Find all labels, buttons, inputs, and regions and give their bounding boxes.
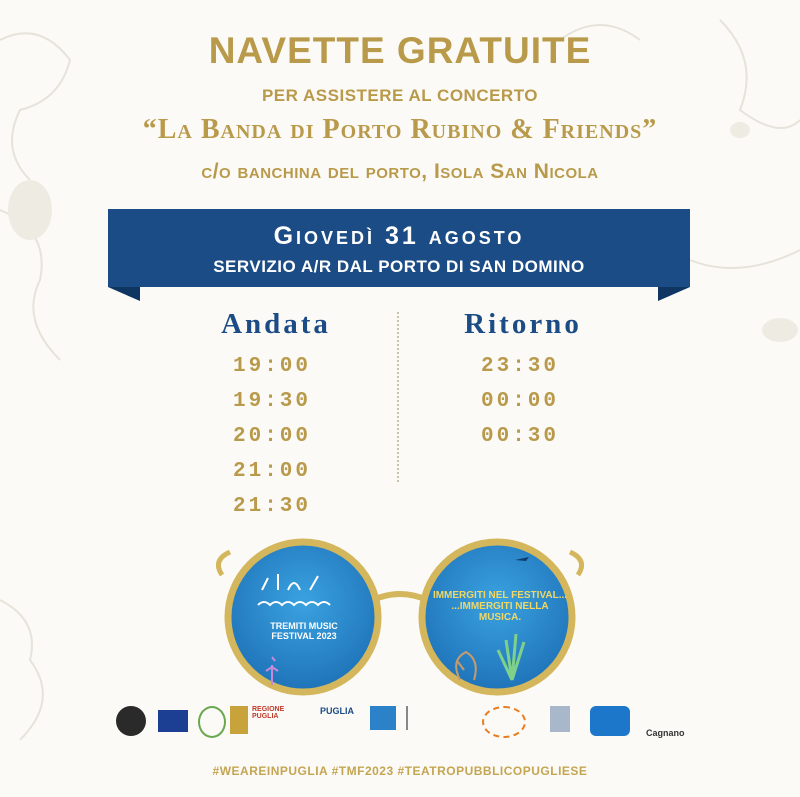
- poc-puglia-logo: PUGLIA: [320, 706, 355, 716]
- andata-heading: Andata: [221, 308, 331, 340]
- event-name: “La Banda di Porto Rubino & Friends”: [142, 114, 658, 145]
- left-lens-text: TREMITI MUSIC FESTIVAL 2023: [270, 621, 338, 641]
- ritorno-heading: Ritorno: [464, 308, 582, 340]
- andata-time: 21:30: [232, 495, 311, 518]
- teatro-pubblico-logo: [406, 706, 478, 730]
- regione-puglia-logo: REGIONE PUGLIA: [252, 706, 285, 720]
- subtitle: PER ASSISTERE AL CONCERTO: [261, 86, 539, 105]
- eu-flag-logo: [158, 710, 188, 732]
- right-lens-line-1: IMMERGITI NEL FESTIVAL...: [432, 590, 568, 601]
- marine-reserve-logo: [590, 706, 630, 736]
- sponsor-logos: [110, 706, 690, 744]
- right-lens-text: [430, 590, 570, 623]
- festival-logo: [482, 706, 526, 738]
- comune-emblem-logo: [550, 706, 570, 732]
- page-title: NAVETTE GRATUITE: [208, 30, 592, 71]
- cagnano-logo: Cagnano: [646, 728, 685, 738]
- right-lens-line-2: ...IMMERGITI NELLA MUSICA.: [451, 601, 549, 623]
- italy-emblem-logo: [198, 706, 226, 738]
- andata-time: 20:00: [232, 425, 311, 448]
- andata-time: 21:00: [232, 460, 311, 483]
- banner-date: Giovedì 31 agosto: [273, 222, 525, 250]
- event-location: c/o banchina del porto, Isola San Nicola: [201, 160, 599, 183]
- banner-service: SERVIZIO A/R DAL PORTO DI SAN DOMINO: [213, 257, 585, 276]
- pugliapromozione-logo: [370, 706, 396, 730]
- puglia-emblem-logo: [230, 706, 248, 734]
- andata-time: 19:30: [232, 390, 311, 413]
- hashtags: #WEAREINPUGLIA #TMF2023 #TEATROPUBBLICOPUGLIESE: [212, 764, 588, 778]
- ritorno-time: 00:30: [480, 425, 559, 448]
- ritorno-time: 23:30: [480, 355, 559, 378]
- andata-time: 19:00: [232, 355, 311, 378]
- ritorno-time: 00:00: [480, 390, 559, 413]
- tremiti-logo: [116, 706, 146, 736]
